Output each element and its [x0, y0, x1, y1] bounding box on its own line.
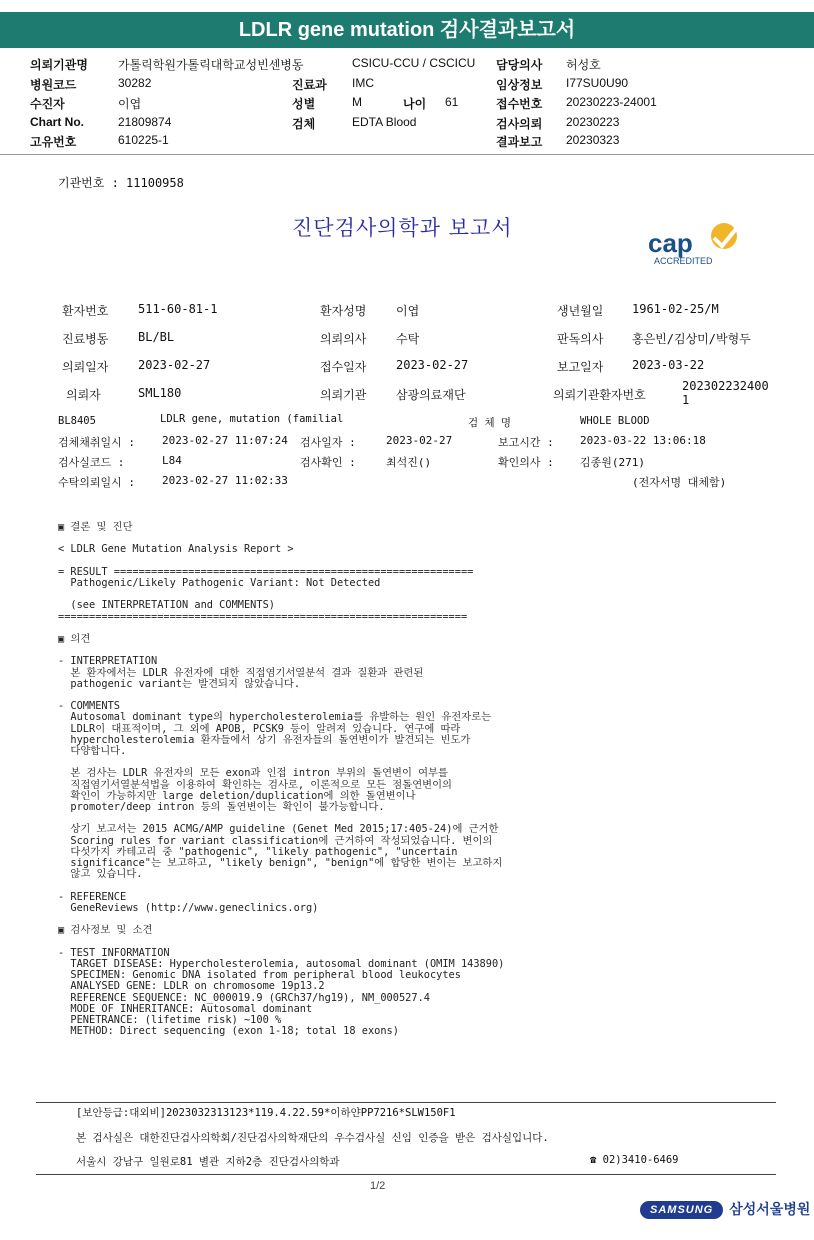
- grid-value: 511-60-81-1: [138, 302, 218, 316]
- meta-label: 수탁의뢰일시 :: [58, 476, 136, 489]
- grid-label: 의뢰자: [66, 388, 101, 402]
- report-heading: 진단검사의학과 보고서: [292, 216, 513, 240]
- test-code: BL8405: [58, 415, 96, 427]
- grid-value: 수탁: [396, 332, 420, 346]
- cap-text: cap: [648, 228, 693, 258]
- header-label: 검체: [292, 117, 316, 131]
- header-value: I77SU0U90: [566, 76, 629, 90]
- meta-value: 2023-02-27: [386, 434, 453, 447]
- grid-value: 2023-03-22: [632, 358, 705, 372]
- grid-label: 의뢰기관: [320, 388, 367, 402]
- hospital-name: 삼성서울병원: [729, 1201, 811, 1217]
- meta-label: 검사실코드 :: [58, 456, 125, 469]
- institution-number: 기관번호 : 11100958: [58, 176, 184, 190]
- header-value: IMC: [352, 76, 374, 90]
- header-value: 610225-1: [118, 133, 169, 147]
- grid-value: 1: [682, 393, 690, 407]
- address-text: 서울시 강남구 일원로81 별관 지하2층 진단검사의학과: [76, 1156, 340, 1168]
- header-value: 허성호: [566, 58, 601, 72]
- report-document: [0, 162, 814, 1232]
- meta-label: 검사일자 :: [300, 436, 356, 449]
- header-value: 20230223: [566, 115, 620, 129]
- header-value: 가톨릭학원가톨릭대학교성빈센병동: [118, 58, 304, 72]
- header-value: 61: [445, 95, 459, 109]
- header-divider: [0, 154, 814, 155]
- header-label: 성별: [292, 97, 316, 111]
- meta-value: 최석진(): [386, 456, 432, 469]
- header-value: 20230223-24001: [566, 95, 657, 109]
- phone-text: ☎ 02)3410-6469: [590, 1154, 679, 1166]
- meta-label: 검체채취일시 :: [58, 436, 136, 449]
- header-value: 30282: [118, 76, 152, 90]
- header-label: Chart No.: [30, 115, 84, 129]
- meta-value: 김종원(271): [580, 456, 645, 469]
- meta-value: 2023-03-22 13:06:18: [580, 434, 706, 447]
- header-value: EDTA Blood: [352, 115, 417, 129]
- grid-value: 2023-02-27: [138, 358, 211, 372]
- header-label: 결과보고: [496, 135, 543, 149]
- header-label: 나이: [403, 97, 427, 111]
- header-label: 의뢰기관명: [30, 58, 88, 72]
- header-value: 이엽: [118, 97, 142, 111]
- header-label: 병원코드: [30, 78, 77, 92]
- meta-label: 검사확인 :: [300, 456, 356, 469]
- header-value: M: [352, 95, 362, 109]
- specimen-label: 검 체 명: [468, 417, 512, 429]
- specimen-value: WHOLE BLOOD: [580, 415, 650, 427]
- header-label: 임상정보: [496, 78, 543, 92]
- test-name: LDLR gene, mutation (familial: [160, 413, 344, 425]
- meta-value: L84: [162, 454, 182, 467]
- grid-value: 홍은빈/김상미/박형두: [632, 332, 751, 346]
- grid-label: 보고일자: [557, 360, 604, 374]
- footer-divider-top: [36, 1102, 776, 1103]
- report-body: ▣ 결론 및 진단 < LDLR Gene Mutation Analysis Report > = RESULT ========================================================== Pathogenic/Likely Pathogenic Variant: Not Detected (see INTERPRETATION and COMMENTS) ================================================================== ▣ 의견 - INTERPRETATION 본 환자에서는 LDLR 유전자에 대한 직접염기서열분석 결과 질환과 관련된 pathogenic variant는 발견되지 않았습니다. - COMMENTS Autosomal dominant type의 hypercholesterolemia를 유발하는 원인 유전자로는 LDLR이 대표적이며, 그 외에 APOB, PCSK9 등이 알려져 있습니다. 연구에 따라 hypercholesterolemia 환자들에서 상기 유전자들의 돌연변이가 발견되는 빈도가 다양합니다. 본 검사는 LDLR 유전자의 모든 exon과 인접 intron 부위의 돌연변이 여부를 직접염기서열분석법을 이용하여 확인하는 검사로, 이론적으로 모든 점돌연변이의 확인이 가능하지만 large deletion/duplication에 의한 돌연변이나 promoter/deep intron 등의 돌연변이는 확인이 불가능합니다. 상기 보고서는 2015 ACMG/AMP guideline (Genet Med 2015;17:405-24)에 근거한 Scoring rules for variant classification에 근거하여 작성되었습니다. 변이의 다섯가지 카테고리 중 "pathogenic", "likely pathogenic", "uncertain significance"는 보고하고, "likely benign", "benign"에 합당한 변이는 보고하지 않고 있습니다. - REFERENCE GeneReviews (http://www.geneclinics.org) ▣ 검사정보 및 소견 - TEST INFORMATION TARGET DISEASE: Hypercholesterolemia, autosomal dominant (OMIM 143890) SPECIMEN: Genomic DNA isolated from peripheral blood leukocytes ANALYSED GENE: LDLR on chromosome 19p13.2 REFERENCE SEQUENCE: NC_000019.9 (GRCh37/hg19), NM_000527.4 MODE OF INHERITANCE: Autosomal dominant PENETRANCE: (lifetime risk) ~100 % METHOD: Direct sequencing (exon 1-18; total 18 exons): [58, 521, 505, 1038]
- grid-value: 삼광의료재단: [396, 388, 466, 402]
- grid-label: 진료병동: [62, 332, 109, 346]
- grid-label: 환자번호: [62, 304, 109, 318]
- cap-accredited-logo: [648, 220, 748, 268]
- header-label: 수진자: [30, 97, 65, 111]
- grid-value: 이엽: [396, 304, 420, 318]
- meta-value: (전자서명 대체함): [632, 476, 727, 489]
- header-label: 접수번호: [496, 97, 543, 111]
- report-title-bar: LDLR gene mutation 검사결과보고서: [0, 12, 814, 48]
- certification-text: 본 검사실은 대한진단검사의학회/진단검사의학재단의 우수검사실 신임 인증을 받은 검사실입니다.: [76, 1132, 549, 1144]
- grid-label: 접수일자: [320, 360, 367, 374]
- grid-label: 환자성명: [320, 304, 367, 318]
- header-value: 20230323: [566, 133, 620, 147]
- grid-value: 1961-02-25/M: [632, 302, 719, 316]
- header-label: 고유번호: [30, 135, 77, 149]
- grid-label: 판독의사: [557, 332, 604, 346]
- grid-value: 202302232400: [682, 379, 769, 393]
- samsung-logo-mark: SAMSUNG: [640, 1201, 723, 1219]
- meta-value: 2023-02-27 11:02:33: [162, 474, 288, 487]
- header-value: 21809874: [118, 115, 172, 129]
- grid-value: BL/BL: [138, 330, 175, 344]
- grid-label: 의뢰의사: [320, 332, 367, 346]
- grid-label: 의뢰일자: [62, 360, 109, 374]
- samsung-hospital-logo: [640, 1199, 810, 1219]
- security-line: [보안등급:대외비]2023032313123*119.4.22.59*이하얀PP7216*SLW150F1: [76, 1107, 456, 1119]
- grid-label: 생년월일: [557, 304, 604, 318]
- meta-value: 2023-02-27 11:07:24: [162, 434, 288, 447]
- meta-label: 확인의사 :: [498, 456, 554, 469]
- grid-value: SML180: [138, 386, 182, 400]
- page-number: 1/2: [370, 1180, 386, 1192]
- grid-value: 2023-02-27: [396, 358, 469, 372]
- grid-label: 의뢰기관환자번호: [553, 388, 646, 402]
- header-label: 진료과: [292, 78, 327, 92]
- footer-divider-bottom: [36, 1174, 776, 1175]
- meta-label: 보고시간 :: [498, 436, 554, 449]
- header-label: 담당의사: [496, 58, 543, 72]
- cap-sub-text: ACCREDITED: [654, 256, 713, 266]
- header-ward-value: CSICU-CCU / CSCICU: [352, 56, 476, 70]
- header-label: 검사의뢰: [496, 117, 543, 131]
